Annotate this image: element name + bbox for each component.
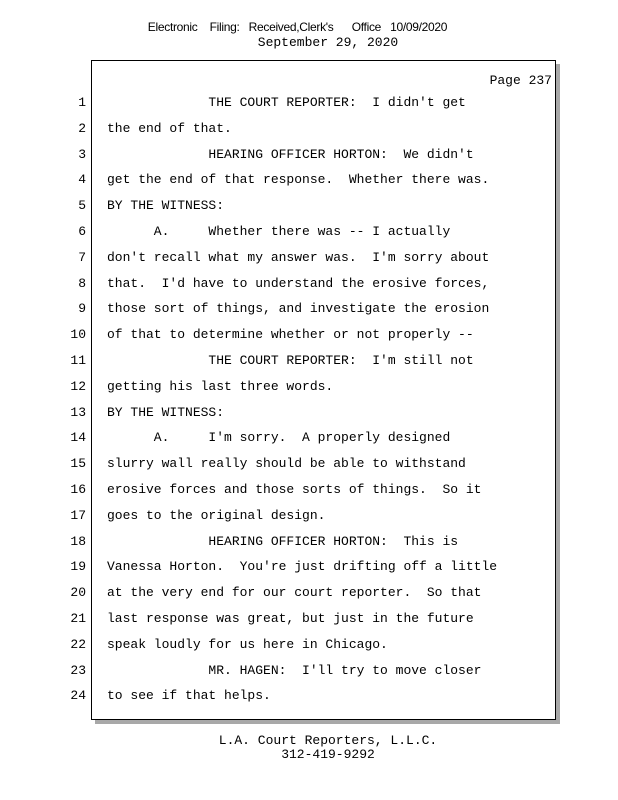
- line-text: to see if that helps.: [107, 688, 271, 704]
- line-text: slurry wall really should be able to withstand: [107, 456, 466, 472]
- line-text: speak loudly for us here in Chicago.: [107, 636, 388, 652]
- transcript-lines: [0, 90, 618, 709]
- line-number: 7: [78, 249, 86, 265]
- transcript-line: [0, 116, 618, 142]
- transcript-line: [0, 245, 618, 271]
- line-text: at the very end for our court reporter. So that: [107, 585, 482, 601]
- line-number: 21: [70, 610, 86, 626]
- transcript-line: [0, 658, 618, 684]
- line-text: that. I'd have to understand the erosive forces,: [107, 275, 490, 291]
- transcript-line: [0, 167, 618, 193]
- transcript-line: [0, 142, 618, 168]
- line-number: 17: [70, 507, 86, 523]
- transcript-line: [0, 296, 618, 322]
- line-number: 11: [70, 352, 86, 368]
- line-number: 5: [78, 198, 86, 214]
- line-number: 8: [78, 275, 86, 291]
- transcript-line: [0, 193, 618, 219]
- transcript-line: [0, 348, 618, 374]
- line-number: 3: [78, 146, 86, 162]
- transcript-line: [0, 529, 618, 555]
- transcript-line: [0, 90, 618, 116]
- transcript-line: [0, 580, 618, 606]
- transcript-line: [0, 477, 618, 503]
- line-number: 12: [70, 378, 86, 394]
- line-number: 20: [70, 585, 86, 601]
- line-number: 23: [70, 662, 86, 678]
- transcript-line: [0, 374, 618, 400]
- filing-stamp: Electronic Filing: Received,Clerk's Office 10/09/2020: [147, 20, 448, 34]
- court-reporter-phone: 312-419-9292: [281, 747, 375, 762]
- line-text: A. Whether there was -- I actually: [107, 223, 451, 239]
- line-text: A. I'm sorry. A properly designed: [107, 430, 451, 446]
- transcript-line: [0, 400, 618, 426]
- line-text: of that to determine whether or not properly --: [107, 327, 474, 343]
- transcript-line: [0, 632, 618, 658]
- line-text: the end of that.: [107, 120, 232, 136]
- line-number: 6: [78, 223, 86, 239]
- line-text: BY THE WITNESS:: [107, 198, 225, 214]
- line-text: Vanessa Horton. You're just drifting off a little: [107, 559, 498, 575]
- line-text: HEARING OFFICER HORTON: We didn't: [107, 146, 474, 162]
- transcript-line: [0, 425, 618, 451]
- line-text: MR. HAGEN: I'll try to move closer: [107, 662, 482, 678]
- line-number: 4: [78, 172, 86, 188]
- page-number: Page 237: [489, 73, 552, 88]
- line-text: THE COURT REPORTER: I'm still not: [107, 352, 474, 368]
- line-number: 22: [70, 636, 86, 652]
- line-number: 15: [70, 456, 86, 472]
- line-text: don't recall what my answer was. I'm sorry about: [107, 249, 490, 265]
- line-number: 18: [70, 533, 86, 549]
- transcript-date: September 29, 2020: [257, 35, 399, 50]
- transcript-line: [0, 219, 618, 245]
- line-text: THE COURT REPORTER: I didn't get: [107, 95, 466, 110]
- line-text: last response was great, but just in the future: [107, 610, 474, 626]
- line-number: 16: [70, 481, 86, 497]
- line-text: erosive forces and those sorts of things. So it: [107, 481, 482, 497]
- line-text: get the end of that response. Whether there was.: [107, 172, 490, 188]
- line-number: 9: [78, 301, 86, 317]
- line-text: those sort of things, and investigate the erosion: [107, 301, 490, 317]
- line-number: 19: [70, 559, 86, 575]
- line-number: 13: [70, 404, 86, 420]
- transcript-line: [0, 322, 618, 348]
- transcript-line: [0, 554, 618, 580]
- court-reporter-company: L.A. Court Reporters, L.L.C.: [218, 733, 438, 748]
- line-number: 10: [70, 327, 86, 343]
- line-text: BY THE WITNESS:: [107, 404, 225, 420]
- line-text: goes to the original design.: [107, 507, 326, 523]
- line-text: HEARING OFFICER HORTON: This is: [107, 533, 459, 549]
- line-text: getting his last three words.: [107, 378, 334, 394]
- line-number: 2: [78, 120, 86, 136]
- line-number: 1: [78, 95, 86, 110]
- transcript-line: [0, 503, 618, 529]
- transcript-line: [0, 451, 618, 477]
- transcript-line: [0, 271, 618, 297]
- transcript-line: [0, 606, 618, 632]
- transcript-line: [0, 683, 618, 709]
- line-number: 24: [70, 688, 86, 704]
- line-number: 14: [70, 430, 86, 446]
